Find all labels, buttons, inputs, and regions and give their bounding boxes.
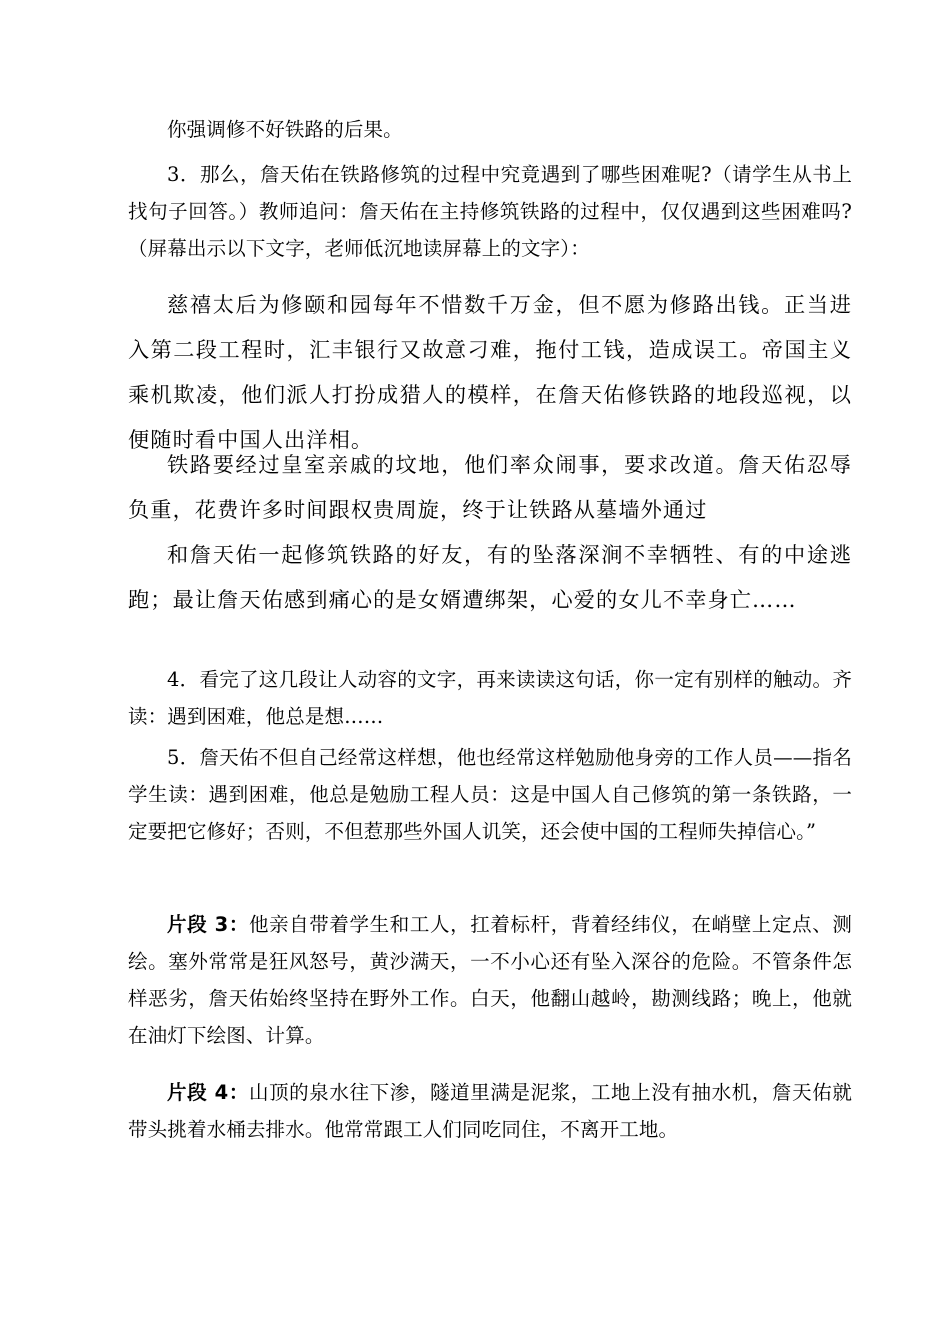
segment-4-text: 山顶的泉水往下渗，隧道里满是泥浆，工地上没有抽水机，詹天佑就带头挑着水桶去排水。他常常跟工人们同吃同住，不离开工地。: [128, 1081, 852, 1141]
paragraph-segment-4: [128, 1074, 852, 1148]
quote-paragraph-tomb: 铁路要经过皇室亲戚的坟地，他们率众闹事，要求改道。詹天佑忍辱负重，花费许多时间跟权贵周旋，终于让铁路从墓墙外通过: [128, 452, 852, 522]
segment-4-label: 片段 4：: [167, 1081, 249, 1104]
quote-paragraph-friends: 和詹天佑一起修筑铁路的好友，有的坠落深涧不幸牺牲、有的中途逃跑；最让詹天佑感到痛心的是女婿遭绑架，心爱的女儿不幸身亡……: [128, 542, 852, 612]
segment-3-text: 他亲自带着学生和工人，扛着标杆，背着经纬仪，在峭壁上定点、测绘。塞外常常是狂风怒号，黄沙满天，一不小心还有坠入深谷的危险。不管条件怎样恶劣，詹天佑始终坚持在野外工作。白天，他翻山越岭，勘测线路；晚上，他就在油灯下绘图、计算。: [128, 913, 852, 1047]
quote-paragraph-cixi: 慈禧太后为修颐和园每年不惜数千万金，但不愿为修路出钱。正当进入第二段工程时，汇丰银行又故意刁难，拖付工钱，造成误工。帝国主义乘机欺凌，他们派人打扮成猎人的模样，在詹天佑修铁路的地段巡视，以便随时看中国人出洋相。: [128, 292, 852, 452]
paragraph-question-5: 5．詹天佑不但自己经常这样想，他也经常这样勉励他身旁的工作人员——指名学生读：遇到困难，他总是勉励工程人员：这是中国人自己修筑的第一条铁路，一定要把它修好；否则，不但惹那些外国人讥笑，还会使中国的工程师失掉信心。”: [128, 746, 852, 843]
paragraph-question-3: 3．那么，詹天佑在铁路修筑的过程中究竟遇到了哪些困难呢?（请学生从书上找句子回答。）教师追问：詹天佑在主持修筑铁路的过程中，仅仅遇到这些困难吗?（屏幕出示以下文字，老师低沉地读屏幕上的文字）：: [128, 163, 852, 260]
paragraph-question-4: 4．看完了这几段让人动容的文字，再来读读这句话，你一定有别样的触动。齐读：遇到困难，他总是想……: [128, 668, 852, 728]
segment-3-label: 片段 3：: [167, 913, 249, 936]
paragraph-consequence: 你强调修不好铁路的后果。: [167, 118, 403, 141]
paragraph-segment-3: [128, 906, 852, 1054]
